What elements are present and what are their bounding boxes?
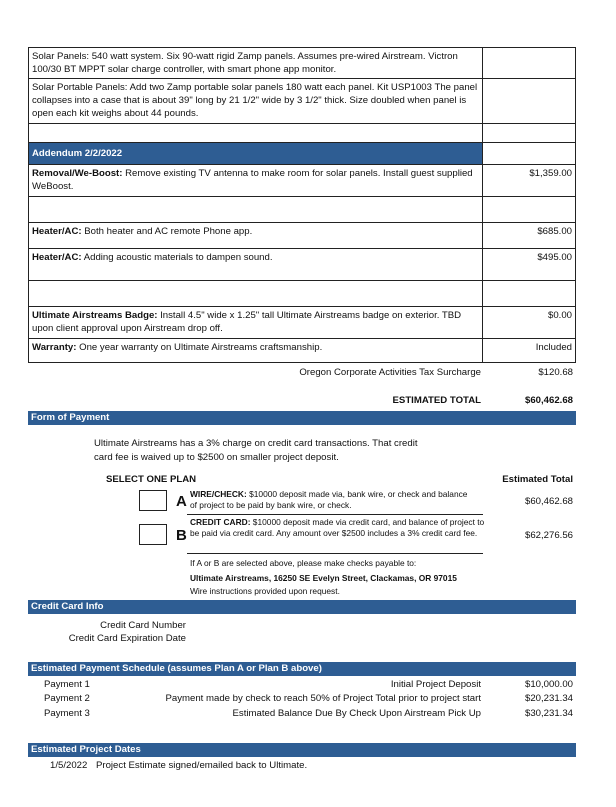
item-text: Install 4.5" wide x 1.25" tall Ultimate Airstreams badge on exterior. TBD upon client approval upon Airstream drop off. <box>32 310 462 334</box>
item-label: Ultimate Airstreams Badge: <box>32 310 158 321</box>
mailing-address: Ultimate Airstreams, 16250 SE Evelyn Street, Clackamas, OR 97015 <box>190 573 457 583</box>
payment-row-name: Payment 2 <box>44 693 90 704</box>
item-text: Adding acoustic materials to dampen sound. <box>81 252 273 263</box>
addendum-item <box>28 223 483 249</box>
plan-a-label: WIRE/CHECK: <box>190 489 247 499</box>
plan-b-description <box>190 517 486 539</box>
empty-row <box>28 197 483 223</box>
item-label: Warranty: <box>32 342 77 353</box>
payment-row-name: Payment 1 <box>44 679 90 690</box>
plan-divider <box>187 553 483 554</box>
plan-b-total: $62,276.56 <box>524 530 573 541</box>
empty-row-price <box>483 281 576 307</box>
addendum-item <box>28 165 483 197</box>
item-price: $685.00 <box>483 223 576 249</box>
item-text: One year warranty on Ultimate Airstreams craftsmanship. <box>76 342 323 353</box>
item-label: Removal/We-Boost: <box>32 168 123 179</box>
item-label: Heater/AC: <box>32 252 82 263</box>
addendum-item <box>28 249 483 281</box>
empty-row-price <box>483 197 576 223</box>
addendum-item <box>28 307 483 339</box>
credit-card-note: Ultimate Airstreams has a 3% charge on credit card transactions. That credit card fee is waived up to $2500 on smaller project deposit. <box>94 438 418 463</box>
credit-card-expiry-label: Credit Card Expiration Date <box>68 633 186 644</box>
item-price <box>483 79 576 124</box>
project-dates-header: Estimated Project Dates <box>28 743 576 757</box>
addendum-header: Addendum 2/2/2022 <box>28 143 483 165</box>
total-value: $60,462.68 <box>524 395 573 406</box>
payment-row-desc: Estimated Balance Due By Check Upon Airstream Pick Up <box>232 708 481 719</box>
credit-card-number-label: Credit Card Number <box>100 620 186 631</box>
plan-b-letter: B <box>176 527 187 544</box>
plan-a-description <box>190 489 475 511</box>
project-date-description: Project Estimate signed/emailed back to Ultimate. <box>96 760 308 771</box>
empty-row <box>28 124 483 143</box>
addendum-item <box>28 339 483 363</box>
item-label: Heater/AC: <box>32 226 82 237</box>
plan-b-label: CREDIT CARD: <box>190 517 251 527</box>
addendum-header-price <box>483 143 576 165</box>
estimated-total-label: Estimated Total <box>502 474 573 485</box>
form-of-payment-header: Form of Payment <box>28 411 576 425</box>
total-label: ESTIMATED TOTAL <box>392 395 481 406</box>
wire-instructions-note: Wire instructions provided upon request. <box>190 586 340 596</box>
payment-row-amount: $20,231.34 <box>524 693 573 704</box>
checks-payable-line: If A or B are selected above, please make checks payable to: <box>190 558 417 568</box>
item-price <box>483 47 576 79</box>
project-date: 1/5/2022 <box>50 760 88 771</box>
tax-label: Oregon Corporate Activities Tax Surcharge <box>299 367 481 378</box>
payment-row-desc: Payment made by check to reach 50% of Project Total prior to project start <box>165 693 481 704</box>
plan-b-text: $10000 deposit made via credit card, and balance of project to be paid via credit card. Any amount over $2500 includes a 3% credit card fee. <box>190 517 485 538</box>
empty-row-price <box>483 124 576 143</box>
plan-b-checkbox[interactable] <box>139 524 167 545</box>
payment-row-amount: $10,000.00 <box>524 679 573 690</box>
plan-a-text: $10000 deposit made via, bank wire, or check and balance of project to be paid by bank wire, or check. <box>190 489 468 510</box>
item-price: Included <box>483 339 576 363</box>
empty-row <box>28 281 483 307</box>
item-description: Solar Panels: 540 watt system. Six 90-watt rigid Zamp panels. Assumes pre-wired Airstream. Victron 100/30 BT MPPT solar charge controller, with smart phone app monitor. <box>28 47 483 79</box>
item-price: $1,359.00 <box>483 165 576 197</box>
item-description: Solar Portable Panels: Add two Zamp portable solar panels 180 watt each panel. Kit USP1003 The panel collapses into a case that is about 39" long by 21 1/2" wide by 3 1/2" thick. Size doubled when panel is open each kit weighs about 44 pounds. <box>28 79 483 124</box>
item-price: $495.00 <box>483 249 576 281</box>
payment-row-name: Payment 3 <box>44 708 90 719</box>
credit-card-info-header: Credit Card Info <box>28 600 576 614</box>
plan-a-checkbox[interactable] <box>139 490 167 511</box>
plan-divider <box>187 514 483 515</box>
plan-a-total: $60,462.68 <box>524 496 573 507</box>
select-plan-label: SELECT ONE PLAN <box>106 474 197 485</box>
item-text: Both heater and AC remote Phone app. <box>81 226 253 237</box>
item-text: Remove existing TV antenna to make room for solar panels. Install guest supplied WeBoost. <box>32 168 473 192</box>
payment-schedule-header: Estimated Payment Schedule (assumes Plan A or Plan B above) <box>28 662 576 676</box>
payment-row-desc: Initial Project Deposit <box>390 679 481 690</box>
item-price: $0.00 <box>483 307 576 339</box>
tax-value: $120.68 <box>538 367 573 378</box>
payment-row-amount: $30,231.34 <box>524 708 573 719</box>
plan-a-letter: A <box>176 493 187 510</box>
